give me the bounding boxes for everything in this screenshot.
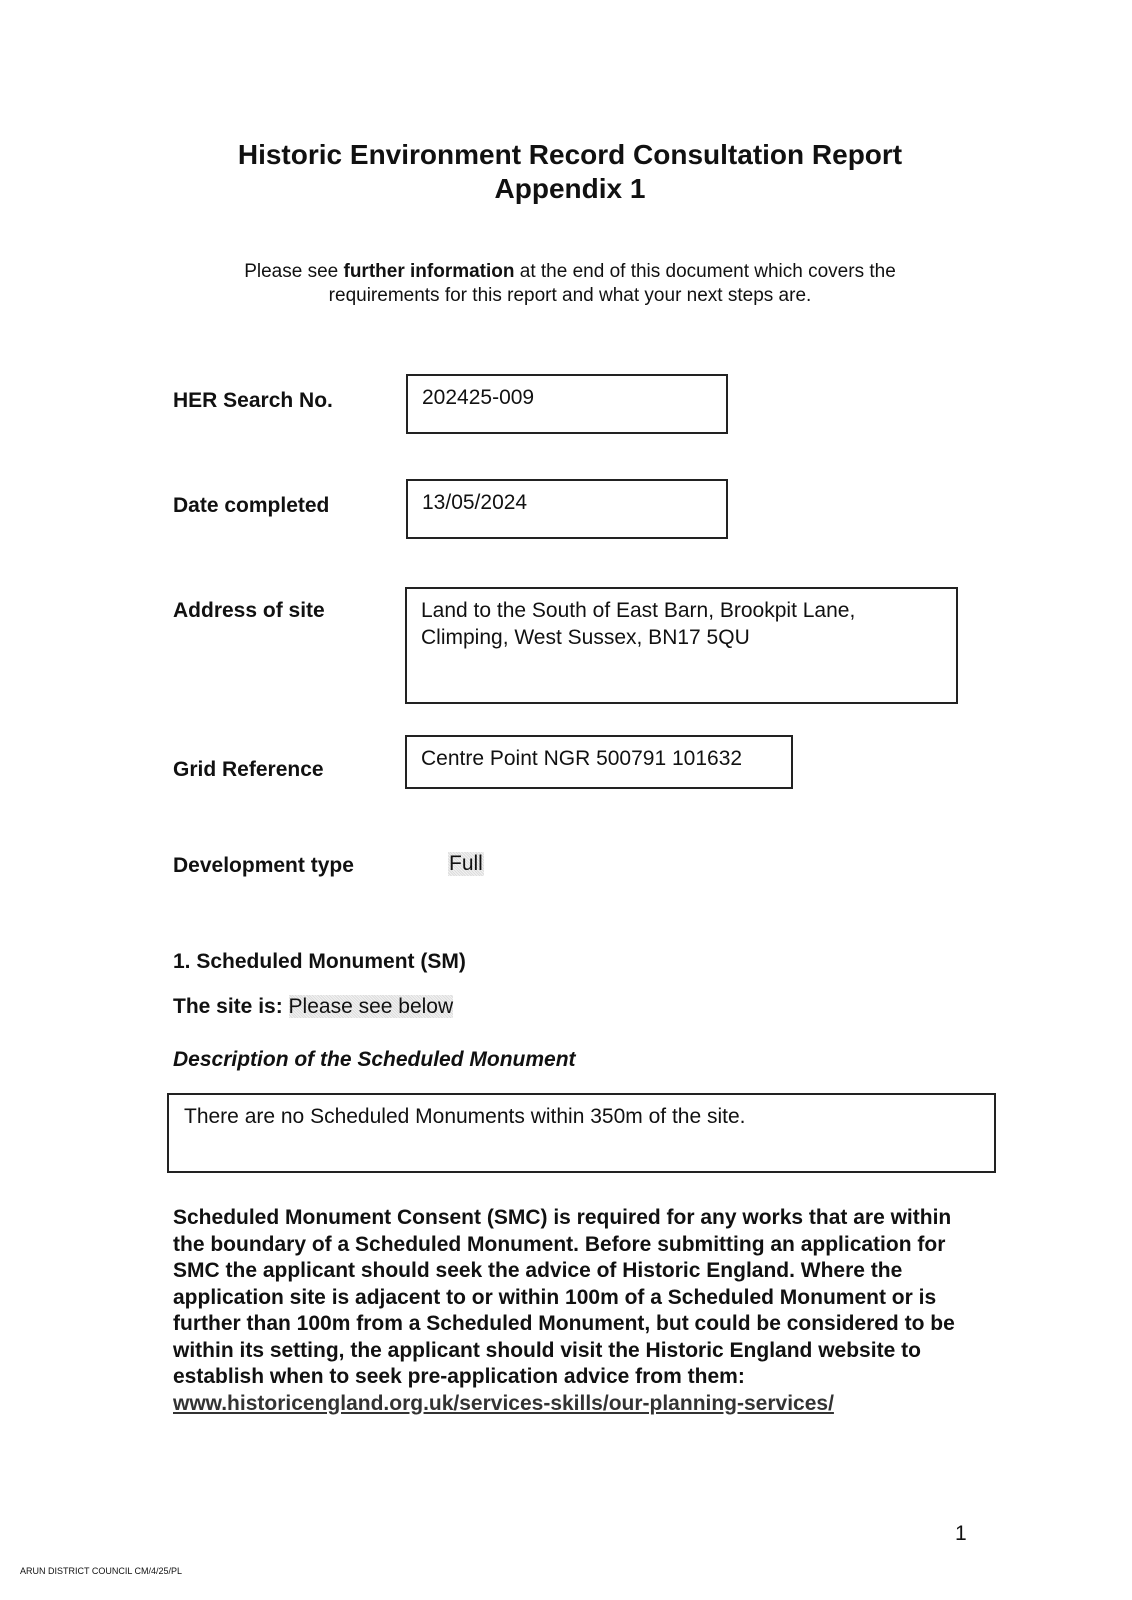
address-box xyxy=(405,587,958,704)
description-heading: Description of the Scheduled Monument xyxy=(173,1048,576,1071)
site-is-label: The site is: xyxy=(173,995,283,1018)
title-line-2: Appendix 1 xyxy=(494,173,646,204)
section1-heading: 1. Scheduled Monument (SM) xyxy=(173,950,466,973)
consent-paragraph xyxy=(173,1205,973,1417)
grid-value-box: Centre Point NGR 500791 101632 xyxy=(405,735,793,789)
historic-england-link[interactable]: www.historicengland.org.uk/services-skills/our-planning-services/ xyxy=(173,1391,834,1415)
devtype-label: Development type xyxy=(173,854,354,877)
consent-text: Scheduled Monument Consent (SMC) is required for any works that are within the boundary of a Scheduled Monument. Before submitting an application for SMC the applicant should seek the advice of Historic England. Where the application site is adjacent to or within 100m of a Scheduled Monument or is further than 100m from a Scheduled Monument, but could be considered to be within its setting, the applicant should visit the Historic England website to establish when to seek pre-application advice from them: xyxy=(173,1206,955,1388)
her-value-box: 202425-009 xyxy=(406,374,728,434)
date-value-box: 13/05/2024 xyxy=(406,479,728,539)
intro-pre: Please see xyxy=(244,261,344,282)
address-line-2: Climping, West Sussex, BN17 5QU xyxy=(421,626,750,649)
devtype-value[interactable]: Full xyxy=(449,852,483,875)
footer-reference: ARUN DISTRICT COUNCIL CM/4/25/PL xyxy=(20,1566,183,1576)
intro-bold: further information xyxy=(343,261,515,282)
page-title xyxy=(0,138,1132,206)
site-is-value[interactable]: Please see below xyxy=(288,995,454,1018)
address-line-1: Land to the South of East Barn, Brookpit Lane, xyxy=(421,599,856,622)
site-is-row xyxy=(173,995,453,1019)
title-line-1: Historic Environment Record Consultation Report xyxy=(237,139,903,170)
grid-label: Grid Reference xyxy=(173,758,324,781)
page-number: 1 xyxy=(955,1522,967,1545)
address-label: Address of site xyxy=(173,599,325,622)
her-label: HER Search No. xyxy=(173,389,333,412)
date-label: Date completed xyxy=(173,494,330,517)
intro-post: at the end of this document which covers the requirements for this report and what your next steps are. xyxy=(328,261,896,306)
intro-text xyxy=(0,260,1132,308)
description-box: There are no Scheduled Monuments within 350m of the site. xyxy=(167,1093,996,1173)
